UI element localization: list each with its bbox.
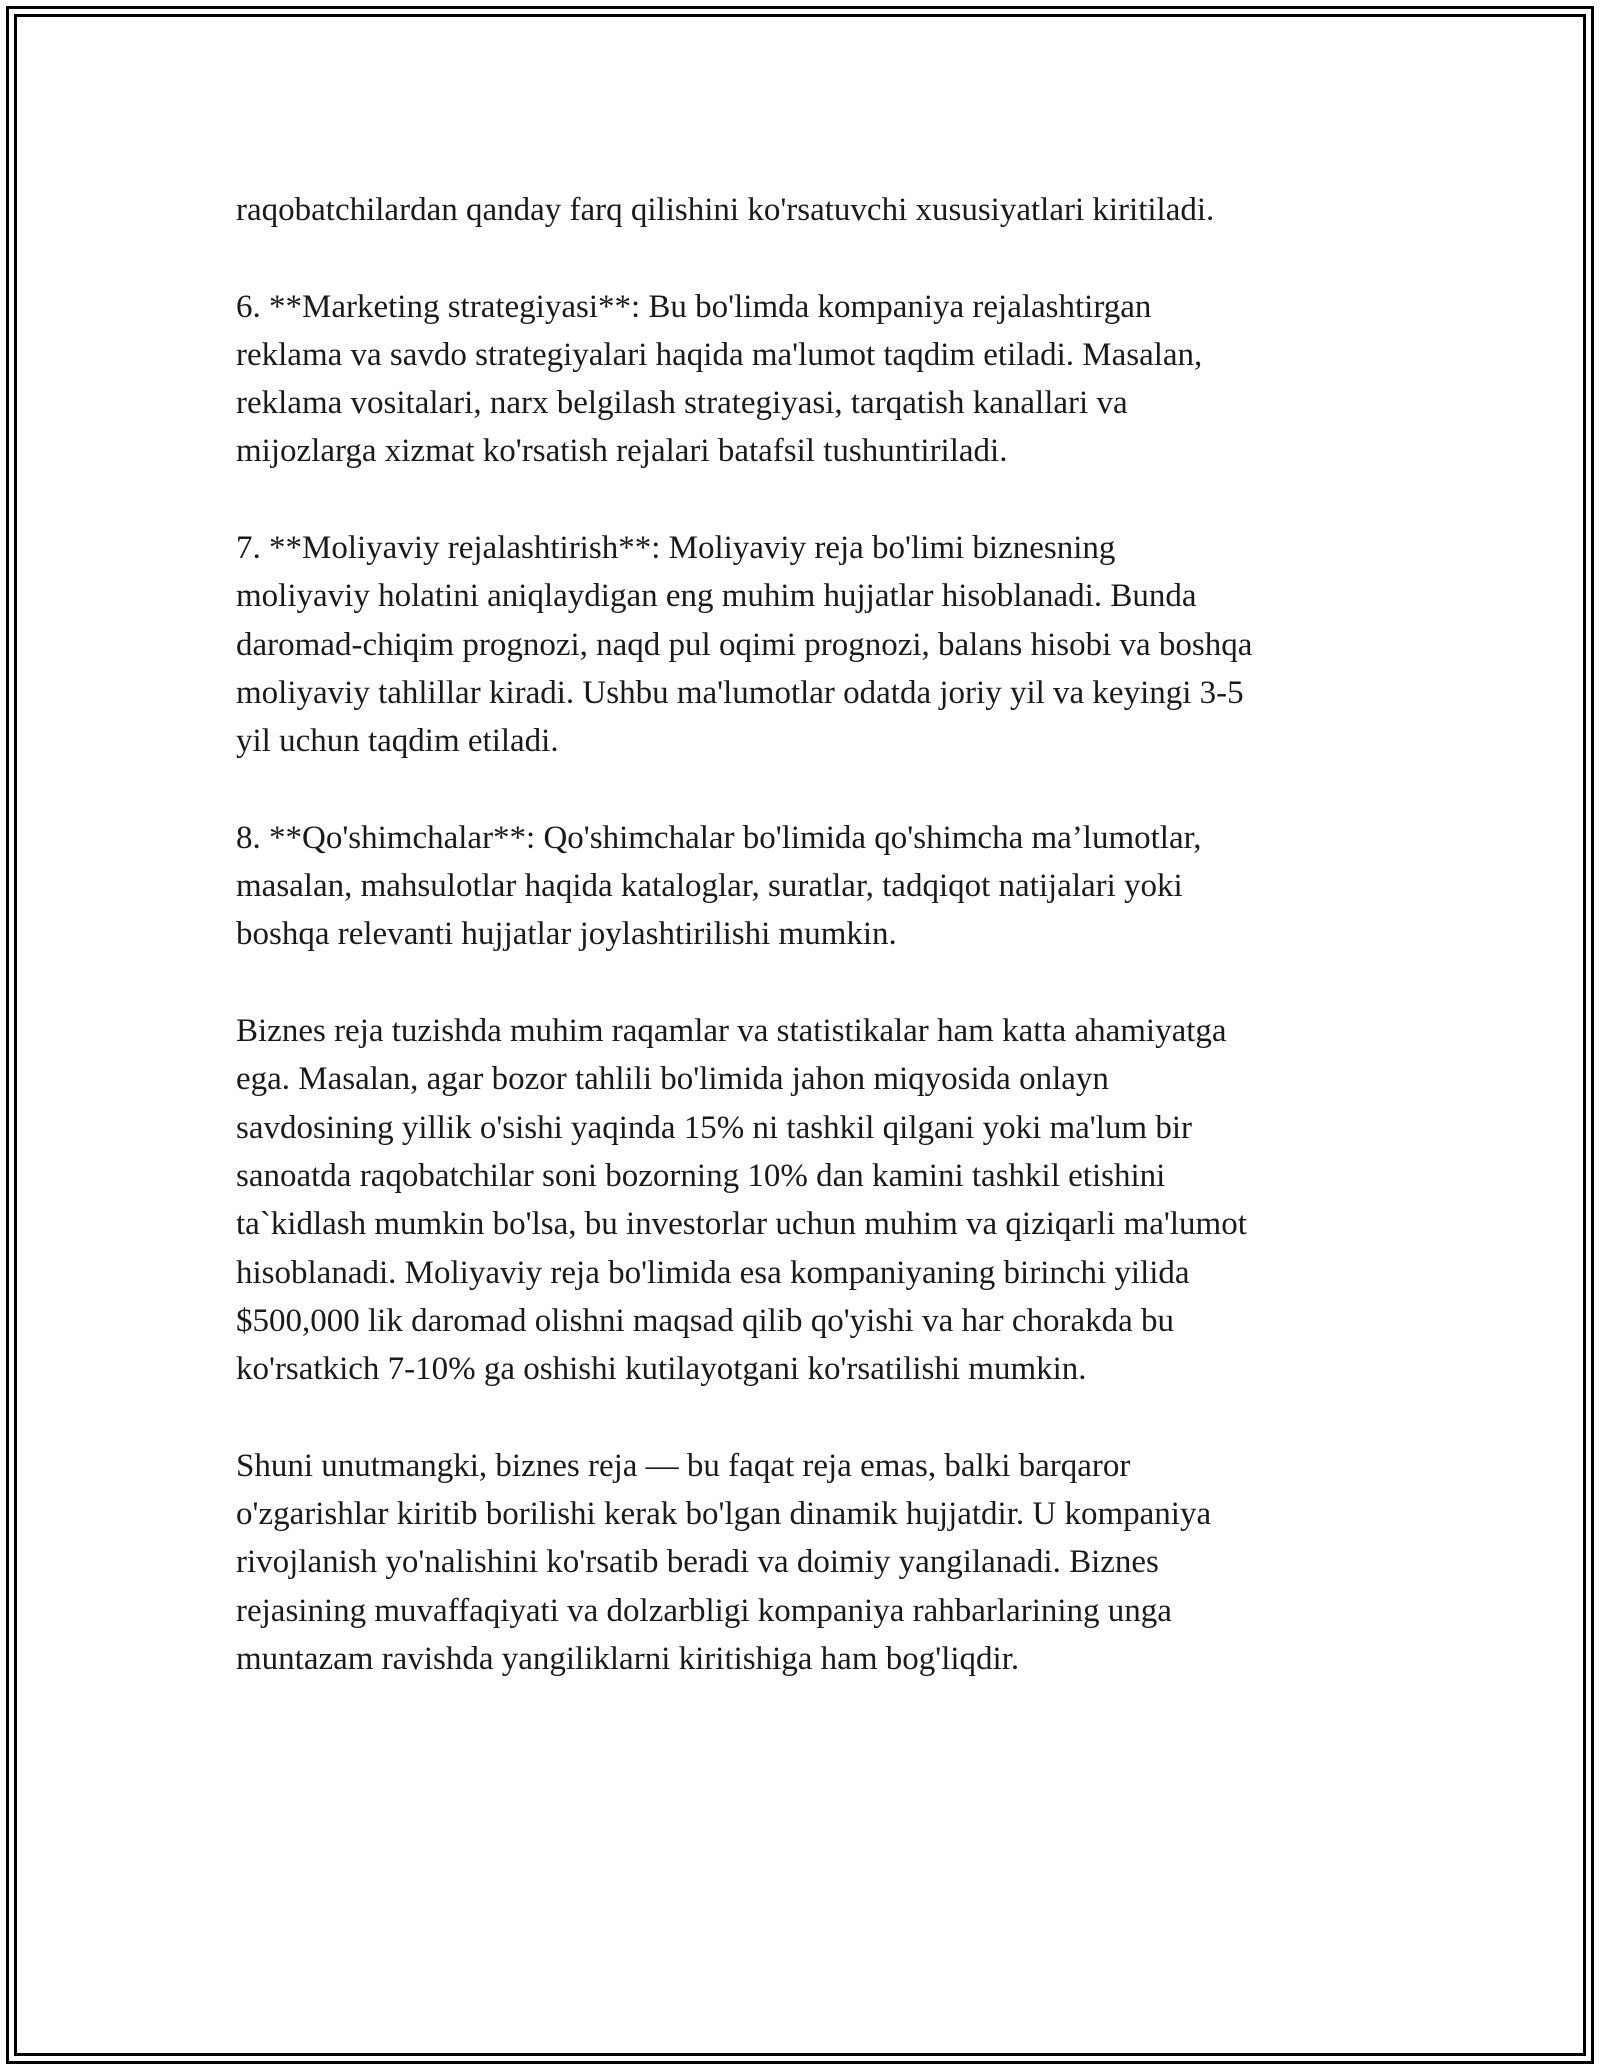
paragraph-continuation: raqobatchilardan qanday farq qilishini ko'rsatuvchi xususiyatlari kiritiladi. bbox=[236, 192, 1215, 228]
document-body bbox=[236, 186, 1386, 1732]
paragraph-financial-planning: 7. **Moliyaviy rejalashtirish**: Moliyaviy reja bo'limi biznesning moliyaviy holatini aniqlaydigan eng muhim hujjatlar hisoblanadi. Bunda daromad-chiqim prognozi, naqd pul oqimi prognozi, balans hisobi va boshqa moliyaviy tahlillar kiradi. Ushbu ma'lumotlar odatda joriy yil va keyingi 3-5 yil uchun taqdim etiladi. bbox=[236, 530, 1253, 760]
paragraph-statistics: Biznes reja tuzishda muhim raqamlar va statistikalar ham katta ahamiyatga ega. Masalan, agar bozor tahlili bo'limida jahon miqyosida onlayn savdosining yillik o'sishi yaqinda 15% ni tashkil qilgani yoki ma'lum bir sanoatda raqobatchilar soni bozorning 10% dan kamini tashkil etishini ta`kidlash mumkin bo'lsa, bu investorlar uchun muhim va qiziqarli ma'lumot hisoblanadi. Moliyaviy reja bo'limida esa kompaniyaning birinchi yilida $500,000 lik daromad olishni maqsad qilib qo'yishi va har chorakda bu ko'rsatkich 7-10% ga oshishi kutilayotgani ko'rsatilishi mumkin. bbox=[236, 1013, 1247, 1388]
paragraph-marketing-strategy: 6. **Marketing strategiyasi**: Bu bo'limda kompaniya rejalashtirgan reklama va savdo strategiyalari haqida ma'lumot taqdim etiladi. Masalan, reklama vositalari, narx belgilash strategiyasi, tarqatish kanallari va mijozlarga xizmat ko'rsatish rejalari batafsil tushuntiriladi. bbox=[236, 288, 1203, 470]
paragraph-appendices: 8. **Qo'shimchalar**: Qo'shimchalar bo'limida qo'shimcha ma’lumotlar, masalan, mahsulotlar haqida kataloglar, suratlar, tadqiqot natijalari yoki boshqa relevanti hujjatlar joylashtirilishi mumkin. bbox=[236, 819, 1202, 953]
paragraph-conclusion: Shuni unutmangki, biznes reja — bu faqat reja emas, balki barqaror o'zgarishlar kiritib borilishi kerak bo'lgan dinamik hujjatdir. U kompaniya rivojlanish yo'nalishini ko'rsatib beradi va doimiy yangilanadi. Biznes rejasining muvaffaqiyati va dolzarbligi kompaniya rahbarlarining unga muntazam ravishda yangiliklarni kiritishiga ham bog'liqdir. bbox=[236, 1447, 1212, 1677]
